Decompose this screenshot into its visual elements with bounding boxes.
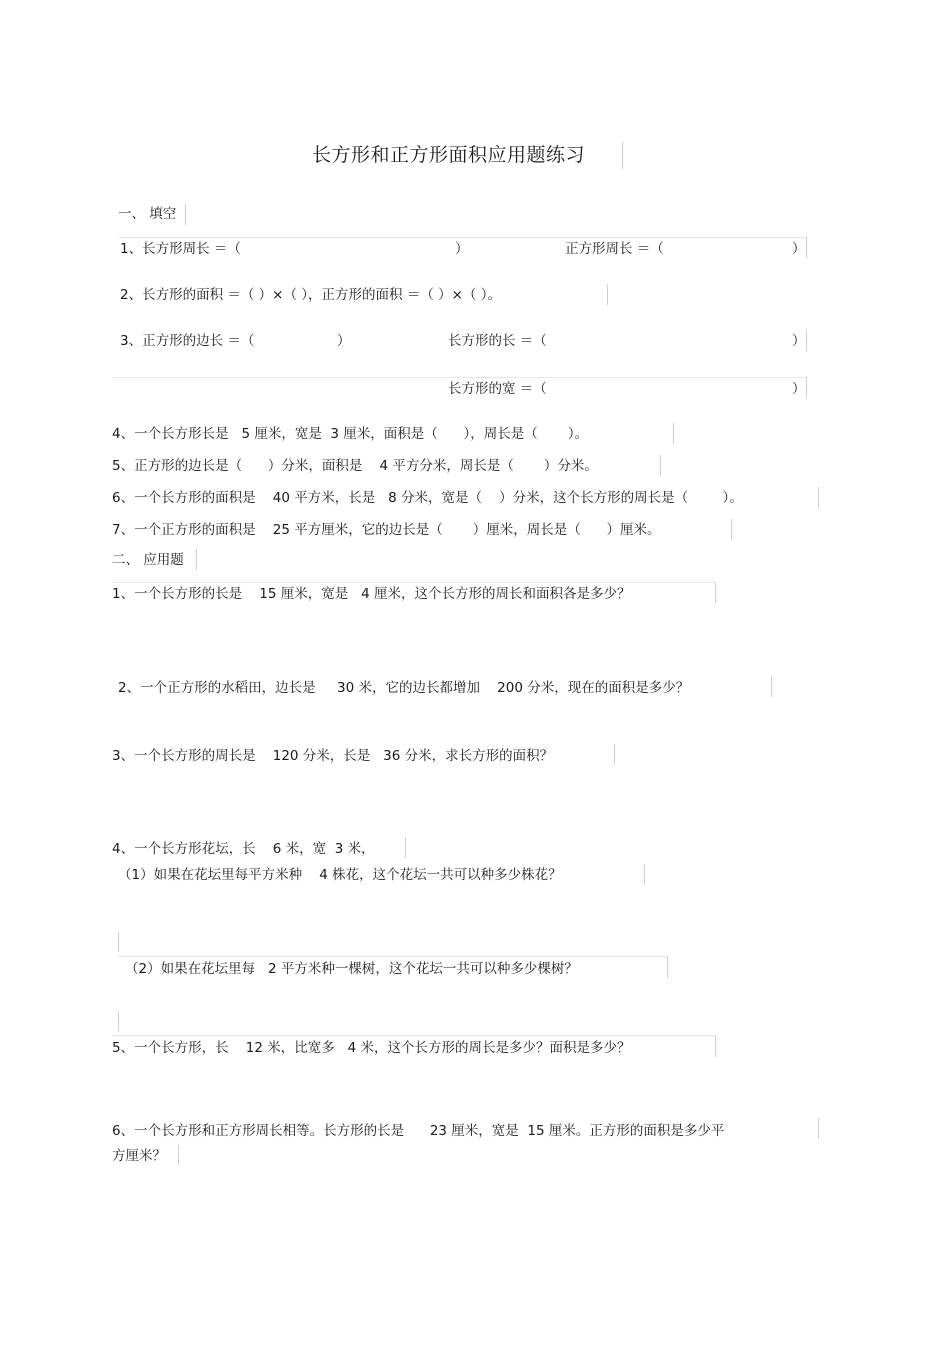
problem-6-line2: 方厘米？ <box>112 1148 166 1164</box>
problem-3: 3、一个长方形的周长是 120 分米，长是 36 分米，求长方形的面积？ <box>112 748 554 764</box>
q1-divider <box>806 237 807 258</box>
p4b-top-rule <box>118 956 668 957</box>
title-divider <box>622 142 623 169</box>
p4-divider <box>405 837 406 858</box>
p4b-left-mark <box>118 932 119 952</box>
q6-divider <box>818 487 819 508</box>
fill-q2-area: 2、长方形的面积 ＝（ ）×（ ），正方形的面积 ＝（ ）×（ ）。 <box>120 287 501 303</box>
problem-2: 2、一个正方形的水稻田，边长是 30 米，它的边长都增加 200 分米，现在的面积是多少？ <box>118 680 690 696</box>
section2-heading: 二、 应用题 <box>112 552 184 568</box>
q3-width-divider <box>806 377 807 398</box>
fill-q7: 7、一个正方形的面积是 25 平方厘米，它的边长是（ ）厘米，周长是（ ）厘米。 <box>112 522 661 538</box>
fill-q1-rect-perimeter: 1、长方形周长 ＝（ <box>120 241 241 257</box>
p1-top-rule <box>112 582 716 583</box>
p4a-divider <box>644 864 645 885</box>
p6-divider <box>818 1118 819 1139</box>
p6-line2-divider <box>178 1145 179 1165</box>
q3-divider <box>806 330 807 351</box>
p4b-divider <box>667 956 668 978</box>
problem-4: 4、一个长方形花坛，长 6 米，宽 3 米， <box>112 841 375 857</box>
problem-4-part-2: （2）如果在花坛里每 2 平方米种一棵树，这个花坛一共可以种多少棵树？ <box>125 961 578 977</box>
fill-q4: 4、一个长方形长是 5 厘米，宽是 3 厘米，面积是（ ），周长是（ ）。 <box>112 426 589 442</box>
section2-heading-divider <box>196 549 197 570</box>
fill-q3-rect-width: 长方形的宽 ＝（ <box>448 381 547 397</box>
problem-4-part-1: （1）如果在花坛里每平方米种 4 株花，这个花坛一共可以种多少株花？ <box>118 867 562 883</box>
fill-q3-rect-length: 长方形的长 ＝（ <box>448 333 547 349</box>
fill-q3-square-close: ） <box>337 333 351 349</box>
problem-6-line1: 6、一个长方形和正方形周长相等。长方形的长是 23 厘米，宽是 15 厘米。正方形的面积是多少平 <box>112 1123 725 1139</box>
section1-heading-divider <box>185 204 186 225</box>
q4-divider <box>673 423 674 444</box>
p1-divider <box>715 582 716 603</box>
fill-q6: 6、一个长方形的面积是 40 平方米，长是 8 分米，宽是（ ）分米，这个长方形的周长是（ ）。 <box>112 490 743 506</box>
q3-width-rule <box>112 377 807 378</box>
p5-divider <box>715 1035 716 1057</box>
problem-5: 5、一个长方形，长 12 米，比宽多 4 米，这个长方形的周长是多少？面积是多少？ <box>112 1040 631 1056</box>
q7-divider <box>731 519 732 540</box>
fill-q5: 5、正方形的边长是（ ）分米，面积是 4 平方分米，周长是（ ）分米。 <box>112 458 598 474</box>
p5-top-rule <box>112 1035 716 1036</box>
q5-divider <box>660 455 661 476</box>
fill-q3-width-close: ） <box>792 381 806 397</box>
fill-q1-rect-close: ） <box>455 241 469 257</box>
fill-q3-square-side: 3、正方形的边长 ＝（ <box>120 333 255 349</box>
fill-q1-square-close: ） <box>792 241 806 257</box>
fill-q3-length-close: ） <box>792 333 806 349</box>
section1-heading: 一、 填空 <box>118 206 177 222</box>
fill-q1-square-perimeter: 正方形周长 ＝（ <box>565 241 664 257</box>
p2-divider <box>771 676 772 697</box>
page-title: 长方形和正方形面积应用题练习 <box>312 144 586 166</box>
q1-top-rule <box>118 237 807 238</box>
p5-left-mark <box>118 1011 119 1031</box>
problem-1: 1、一个长方形的长是 15 厘米，宽是 4 厘米，这个长方形的周长和面积各是多少？ <box>112 586 631 602</box>
p3-divider <box>614 744 615 765</box>
q2-divider <box>607 284 608 305</box>
